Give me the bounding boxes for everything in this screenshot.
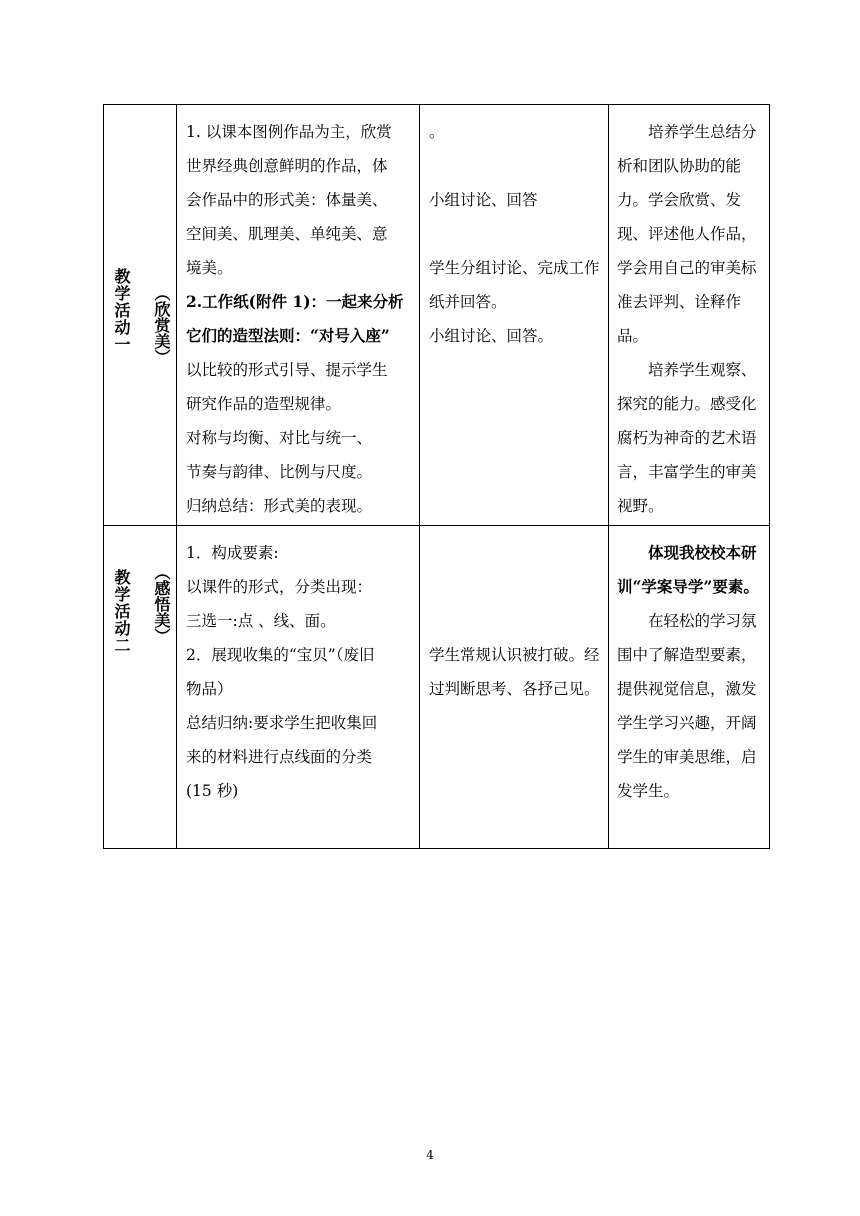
student-line: 小组讨论、回答。 bbox=[429, 327, 554, 345]
content-line: 研究作品的造型规律。 bbox=[186, 395, 342, 413]
purpose-paragraph: 在轻松的学习氛围中了解造型要素，提供视觉信息，激发学生学习兴趣，开阔学生的审美思维，启发学生。 bbox=[617, 612, 757, 800]
content-line: 以课件的形式，分类出现： bbox=[186, 578, 373, 596]
table-row bbox=[104, 526, 770, 849]
activity-subtitle: （欣赏美） bbox=[152, 285, 171, 365]
content-line: 物品） bbox=[186, 680, 233, 698]
content-line: 它们的造型法则：“对号入座” bbox=[186, 326, 390, 345]
content-line: 2.工作纸(附件 1)：一起来分析 bbox=[186, 292, 404, 311]
activity-subtitle: （感悟美） bbox=[152, 564, 171, 644]
student-line: 学生分组讨论、完成工作纸并回答。 bbox=[429, 259, 600, 311]
content-line: 对称与均衡、对比与统一、 bbox=[186, 429, 373, 447]
content-line: 世界经典创意鲜明的作品，体 bbox=[186, 157, 388, 175]
design-purpose-cell bbox=[609, 105, 770, 526]
table-row bbox=[104, 105, 770, 526]
content-line: 三选一:点 、线、面。 bbox=[186, 612, 336, 630]
content-line: (15 秒) bbox=[186, 782, 239, 800]
content-line: 2．展现收集的“宝贝”（废旧 bbox=[186, 646, 375, 664]
student-line: 小组讨论、回答 bbox=[429, 191, 538, 209]
page-number: 4 bbox=[426, 1148, 434, 1162]
lesson-plan-table bbox=[103, 104, 770, 849]
content-line: 以比较的形式引导、提示学生 bbox=[186, 361, 388, 379]
content-line: 会作品中的形式美：体量美、 bbox=[186, 191, 388, 209]
content-line: 境美。 bbox=[186, 259, 233, 277]
activity-label-cell bbox=[104, 105, 177, 526]
activity-title: 教学活动二 bbox=[112, 569, 131, 654]
content-line: 1．构成要素: bbox=[186, 544, 279, 562]
activity-label-cell bbox=[104, 526, 177, 849]
teaching-content-cell bbox=[177, 105, 420, 526]
purpose-paragraph: 体现我校校本研训“学案导学”要素。 bbox=[617, 543, 759, 596]
content-line: 1. 以课本图例作品为主，欣赏 bbox=[186, 123, 392, 141]
content-line: 归纳总结：形式美的表现。 bbox=[186, 497, 373, 515]
design-purpose-cell bbox=[609, 526, 770, 849]
student-line: 。 bbox=[429, 123, 445, 141]
activity-title: 教学活动一 bbox=[112, 268, 131, 353]
content-line: 空间美、肌理美、单纯美、意 bbox=[186, 225, 388, 243]
content-line: 节奏与韵律、比例与尺度。 bbox=[186, 463, 373, 481]
student-line: 学生常规认识被打破。经过判断思考、各抒己见。 bbox=[429, 646, 600, 698]
content-line: 总结归纳:要求学生把收集回 bbox=[186, 714, 378, 732]
purpose-paragraph: 培养学生总结分析和团队协助的能力。学会欣赏、发现、评述他人作品，学会用自己的审美标准去评判、诠释作品。 bbox=[617, 123, 757, 345]
student-activity-cell bbox=[420, 526, 609, 849]
student-activity-cell bbox=[420, 105, 609, 526]
teaching-content-cell bbox=[177, 526, 420, 849]
content-line: 来的材料进行点线面的分类 bbox=[186, 748, 373, 766]
purpose-paragraph: 培养学生观察、探究的能力。感受化腐朽为神奇的艺术语言，丰富学生的审美视野。 bbox=[617, 361, 757, 515]
